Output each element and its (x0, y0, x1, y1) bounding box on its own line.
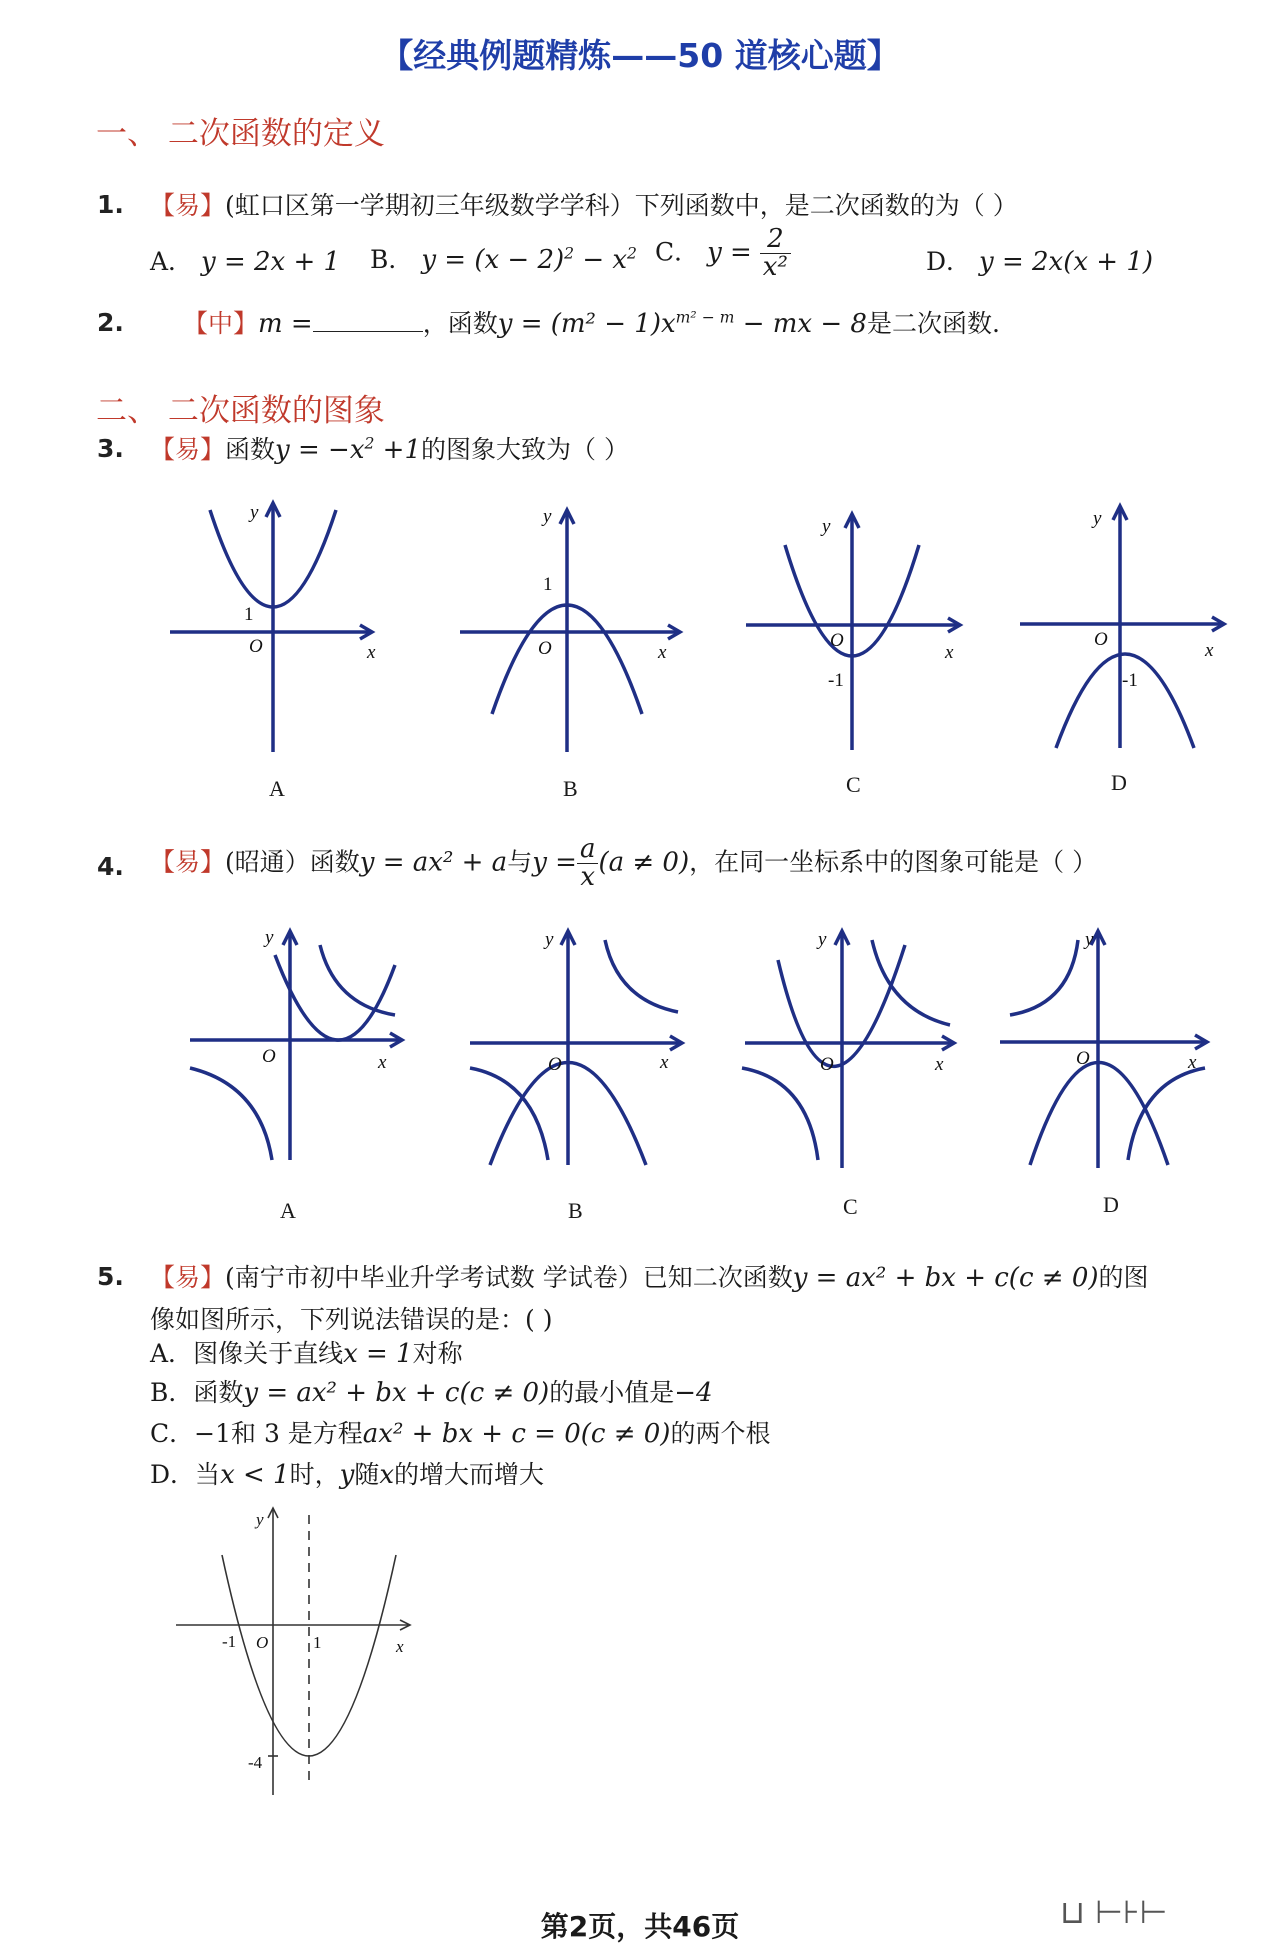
y-axis-label: y (1085, 929, 1094, 950)
question-stem: 与 (507, 847, 533, 877)
origin-label: O (262, 1046, 276, 1067)
question-stem: 的图象大致为（ ） (421, 435, 629, 464)
x-axis-label: x (378, 1052, 387, 1073)
tick-label: 1 (244, 604, 254, 625)
numerator: a (577, 836, 599, 864)
section-heading-graph: 二、 二次函数的图象 (96, 393, 385, 429)
question-stem: 的图 (1098, 1263, 1149, 1292)
question-stem: 是二次函数. (866, 309, 1000, 338)
x-axis-label: x (658, 642, 667, 663)
math-expression: y = (532, 847, 577, 878)
option-text: 的最小值是 (549, 1378, 675, 1407)
x-axis-label: x (1205, 640, 1214, 661)
tick-label: 1 (313, 1633, 322, 1652)
option-text: 的增大而增大 (394, 1460, 545, 1489)
option-math: x < 1 (220, 1460, 290, 1490)
question-stem: ，函数 (422, 309, 498, 338)
question-stem: (昭通）函数 (225, 847, 360, 877)
origin-label: O (538, 638, 552, 659)
origin-label: O (548, 1054, 562, 1075)
option-text: 函数 (193, 1378, 244, 1407)
option-label: C． (150, 1419, 195, 1448)
y-axis-label: y (822, 516, 831, 537)
option-text: −1和 3 是方程 (194, 1419, 363, 1448)
exponent: 2 (627, 244, 637, 263)
question-number: 5. (97, 1262, 124, 1291)
x-axis-label: x (396, 1637, 404, 1656)
y-axis-label: y (545, 929, 554, 950)
option-math: y = (x − 2) (421, 245, 565, 275)
question-stem: (虹口区第一学期初三年级数学学科）下列函数中，是二次函数的为（ ） (225, 191, 1018, 220)
option-math: x = 1 (343, 1339, 413, 1369)
y-axis-label: y (256, 1510, 264, 1529)
difficulty-tag: 【易】 (150, 435, 226, 464)
origin-label: O (820, 1054, 834, 1075)
math-expression: y = −x (275, 435, 365, 465)
tick-label: -1 (222, 1632, 237, 1651)
difficulty-tag: 【中】 (183, 309, 259, 338)
option-text: 当 (195, 1460, 221, 1489)
exponent: 2 (364, 434, 375, 453)
question-number: 1. (97, 190, 124, 219)
option-math: −4 (674, 1378, 713, 1408)
graph-label-c: C (843, 1194, 858, 1219)
x-axis-label: x (945, 642, 954, 663)
graph-label-b: B (568, 1198, 583, 1223)
question-number: 4. (97, 852, 124, 881)
origin-label: O (256, 1633, 269, 1652)
tick-label: 1 (543, 574, 553, 595)
question-stem: ，在同一坐标系中的图象可能是（ ） (689, 847, 1098, 877)
origin-label: O (1076, 1048, 1090, 1069)
x-axis-label: x (660, 1052, 669, 1073)
page-indicator: 第2页，共46页 (540, 1910, 740, 1943)
option-label: D． (150, 1460, 196, 1489)
x-axis-label: x (1188, 1052, 1197, 1073)
question-stem: 函数 (225, 435, 276, 464)
difficulty-tag: 【易】 (150, 191, 226, 220)
page-title: 【经典例题精炼——50 道核心题】 (380, 36, 900, 75)
y-axis-label: y (250, 502, 259, 523)
option-text: 对称 (412, 1339, 463, 1368)
option-text: 时， (289, 1460, 340, 1489)
math-expression: y = ax² + bx + c(c ≠ 0) (792, 1263, 1099, 1293)
difficulty-tag: 【易】 (150, 847, 226, 877)
origin-label: O (1094, 629, 1108, 650)
option-math: y = (707, 237, 752, 268)
question-stem: (南宁市初中毕业升学考试数 学试卷）已知二次函数 (225, 1263, 793, 1292)
math-expression: y = ax² + a (359, 847, 508, 878)
math-condition: (a ≠ 0) (598, 847, 690, 878)
option-math: y = 2x + 1 (201, 247, 341, 277)
option-math: y = ax² + bx + c(c ≠ 0) (243, 1378, 550, 1408)
graph-label-b: B (563, 776, 578, 801)
option-text: 随 (354, 1460, 380, 1489)
graph-label-d: D (1103, 1192, 1119, 1217)
option-math: ax² + bx + c = 0(c ≠ 0) (362, 1419, 671, 1449)
graph-label-c: C (846, 772, 861, 797)
tick-label: -1 (1122, 670, 1138, 691)
numerator: 2 (760, 226, 791, 254)
option-label: D． (926, 247, 972, 276)
x-axis-label: x (935, 1054, 944, 1075)
section-heading-definition: 一、 二次函数的定义 (96, 116, 385, 152)
option-label: B． (370, 245, 414, 274)
difficulty-tag: 【易】 (150, 1263, 226, 1292)
graph-label-a: A (280, 1198, 296, 1223)
exponent: 2 (564, 244, 575, 263)
tick-label: -4 (248, 1753, 263, 1772)
option-text: 的两个根 (670, 1419, 771, 1448)
option-label: A． (150, 1339, 194, 1368)
math-expression: − mx − 8 (734, 309, 867, 339)
option-text: 图像关于直线 (193, 1339, 344, 1368)
y-axis-label: y (818, 929, 827, 950)
math-expression: +1 (374, 435, 421, 465)
option-label: B． (150, 1378, 194, 1407)
graph-label-d: D (1111, 770, 1127, 795)
tick-label: -1 (828, 670, 844, 691)
option-label: C． (655, 237, 700, 267)
question-number: 2. (97, 308, 124, 337)
denominator: x (580, 862, 596, 893)
denominator: x² (762, 252, 788, 283)
origin-label: O (830, 630, 844, 651)
question-5-line2: 像如图所示，下列说法错误的是：( ) (150, 1305, 553, 1334)
question-number: 3. (97, 434, 124, 463)
option-label: A． (150, 247, 194, 276)
origin-label: O (249, 636, 263, 657)
option-math: y = 2x(x + 1) (979, 247, 1154, 277)
math-expression: y = (m² − 1)x (497, 309, 676, 339)
corner-mark-icon: ⊔ ⊢⊦⊢ (1060, 1893, 1168, 1931)
math-variable: m = (258, 309, 313, 339)
option-math: − x (574, 245, 628, 275)
option-math: x (379, 1460, 394, 1490)
graph-label-a: A (269, 776, 285, 801)
y-axis-label: y (265, 927, 274, 948)
x-axis-label: x (367, 642, 376, 663)
y-axis-label: y (1093, 508, 1102, 529)
option-math: y (339, 1460, 355, 1490)
exponent: m² − m (675, 308, 735, 327)
y-axis-label: y (543, 506, 552, 527)
